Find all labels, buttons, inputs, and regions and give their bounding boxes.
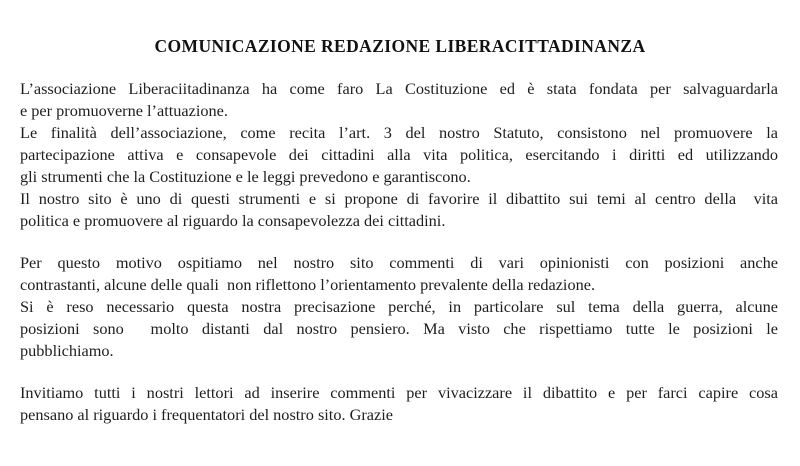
paragraph bbox=[20, 122, 778, 188]
paragraph-block bbox=[20, 382, 778, 426]
text-line: partecipazione attiva e consapevole dei cittadini alla vita politica, esercitando i diritti ed utilizzando bbox=[20, 145, 778, 164]
paragraph bbox=[20, 188, 778, 232]
page-title: COMUNICAZIONE REDAZIONE LIBERACITTADINANZA bbox=[154, 36, 646, 56]
text-line: pubblichiamo. bbox=[20, 341, 114, 360]
paragraph-block bbox=[20, 78, 778, 232]
text-line: Le finalità dell’associazione, come recita l’art. 3 del nostro Statuto, consistono nel promuovere la bbox=[20, 123, 778, 142]
text-line: gli strumenti che la Costituzione e le leggi prevedono e garantiscono. bbox=[20, 167, 471, 186]
text-line: Il nostro sito è uno di questi strumenti e si propone di favorire il dibattito sui temi al centro della vita bbox=[20, 189, 778, 208]
paragraph bbox=[20, 296, 778, 362]
text-line: L’associazione Liberaciitadinanza ha come faro La Costituzione ed è stata fondata per salvaguardarla bbox=[20, 79, 778, 98]
paragraph bbox=[20, 382, 778, 426]
text-line: contrastanti, alcune delle quali non riflettono l’orientamento prevalente della redazione. bbox=[20, 275, 596, 294]
paragraph bbox=[20, 78, 778, 122]
paragraph bbox=[20, 252, 778, 296]
text-line: Per questo motivo ospitiamo nel nostro sito commenti di vari opinionisti con posizioni anche bbox=[20, 253, 778, 272]
text-line: pensano al riguardo i frequentatori del nostro sito. Grazie bbox=[20, 405, 393, 424]
paragraph-block bbox=[20, 252, 778, 362]
text-line: Invitiamo tutti i nostri lettori ad inserire commenti per vivacizzare il dibattito e per farci capire cosa bbox=[20, 383, 778, 402]
text-line: e per promuoverne l’attuazione. bbox=[20, 101, 228, 120]
text-line: Si è reso necessario questa nostra precisazione perché, in particolare sul tema della guerra, alcune bbox=[20, 297, 778, 316]
text-line: politica e promuovere al riguardo la consapevolezza dei cittadini. bbox=[20, 211, 446, 230]
document-body bbox=[20, 78, 778, 426]
text-line: posizioni sono molto distanti dal nostro pensiero. Ma visto che rispettiamo tutte le posizioni le bbox=[20, 319, 778, 338]
